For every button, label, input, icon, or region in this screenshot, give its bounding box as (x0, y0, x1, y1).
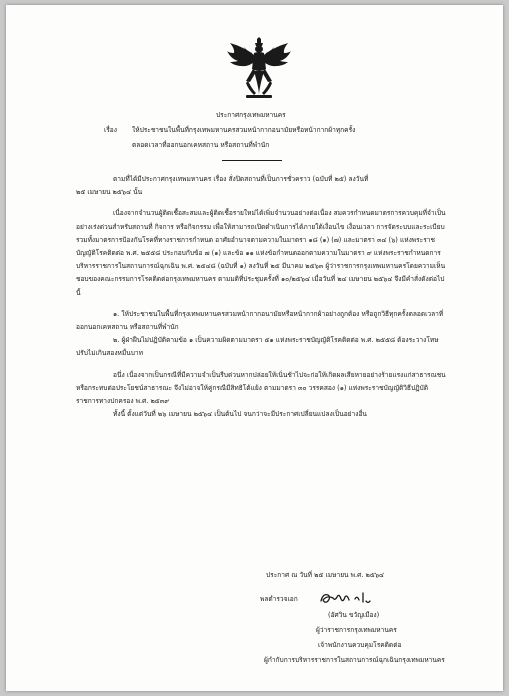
order-item-2: ๒. ผู้ฝ่าฝืนไม่ปฏิบัติตามข้อ ๑ เป็นความผิดตามมาตรา ๕๑ แห่งพระราชบัญญัติโรคติดต่อ พ.ศ. ๒๕๕๘ ต้องระวางโทษปรับไม่เกินสองหมื่นบาท (76, 336, 439, 358)
title-divider (222, 160, 282, 161)
announcement-date: ประกาศ ณ วันที่ ๒๕ เมษายน พ.ศ. ๒๕๖๔ (266, 571, 384, 579)
garuda-emblem-icon (226, 37, 292, 101)
subject-line-1: ให้ประชาชนในพื้นที่กรุงเทพมหานครสวมหน้ากากอนามัยหรือหน้ากากผ้าทุกครั้ง (132, 126, 356, 134)
signer-position-1: ผู้ว่าราชการกรุงเทพมหานคร (316, 626, 397, 634)
signer-position-2: เจ้าพนักงานควบคุมโรคติดต่อ (318, 641, 402, 649)
subject-line-2: ตลอดเวลาที่ออกนอกเคหสถาน หรือสถานที่พำนัก (132, 141, 270, 149)
signer-position-3: ผู้กำกับการบริหารราชการในสถานการณ์ฉุกเฉินกรุงเทพมหานคร (264, 656, 445, 664)
paragraph-2: เนื่องจากจำนวนผู้ติดเชื้อสะสมและผู้ติดเชื้อรายใหม่ได้เพิ่มจำนวนอย่างต่อเนื่อง สมควรกำหนดมาตรการควบคุมที่จำเป็นอย่างเร่งด่วนสำหรับสถานที่ กิจการ หรือกิจกรรม เพื่อให้สามารถเปิดดำเนินการได้ภายใต้เงื่อนไข เงื่อนเวลา การจัดระบบและระเบียบ รวมทั้งมาตรการป้องกันโรคที่ทางราชการกำหนด อาศัยอำนาจตามความในมาตรา ๑๘ (๑) (๗) และมาตรา ๓๔ (๖) แห่งพระราชบัญญัติโรคติดต่อ พ.ศ. ๒๕๕๘ ประกอบกับข้อ ๗ (๑) และข้อ ๑๑ แห่งข้อกำหนดออกตามความในมาตรา ๙ แห่งพระราชกำหนดการบริหารราชการในสถานการณ์ฉุกเฉิน พ.ศ. ๒๕๔๘ (ฉบับที่ ๑) ลงวันที่ ๒๕ มีนาคม ๒๕๖๓ ผู้ว่าราชการกรุงเทพมหานครโดยความเห็นชอบของคณะกรรมการโรคติดต่อกรุงเทพมหานคร ตามมติที่ประชุมครั้งที่ ๑๐/๒๕๖๔ เมื่อวันที่ ๒๔ เมษายน ๒๕๖๔ จึงมีคำสั่งดังต่อไปนี้ (76, 209, 446, 297)
paragraph-3: อนึ่ง เนื่องจากเป็นกรณีที่มีความจำเป็นรีบด่วนหากปล่อยให้เนิ่นช้าไปจะก่อให้เกิดผลเสียหายอย่างร้ายแรงแก่สาธารณชนหรือกระทบต่อประโยชน์สาธารณะ จึงไม่อาจให้คู่กรณีมีสิทธิโต้แย้ง ตามมาตรา ๓๐ วรรคสอง (๑) แห่งพระราชบัญญัติวิธีปฏิบัติราชการทางปกครอง พ.ศ. ๒๕๓๙ (76, 370, 446, 406)
signer-rank: พลตำรวจเอก (260, 595, 298, 603)
document-body (76, 173, 448, 421)
document-page (6, 5, 503, 691)
order-item-1: ๑. ให้ประชาชนในพื้นที่กรุงเทพมหานครสวมหน้ากากอนามัยหรือหน้ากากผ้าอย่างถูกต้อง หรือถูกวิธีทุกครั้งตลอดเวลาที่ออกนอกเคหสถาน หรือสถานที่พำนัก (76, 309, 444, 332)
subject-label: เรื่อง (104, 126, 117, 134)
paragraph-1-line-1: ตามที่ได้มีประกาศกรุงเทพมหานคร เรื่อง สั่งปิดสถานที่เป็นการชั่วคราว (ฉบับที่ ๒๕) ลงวันที่ (113, 175, 369, 183)
paragraph-1-line-2: ๒๕ เมษายน ๒๕๖๔ นั้น (76, 188, 143, 197)
document-title: ประกาศกรุงเทพมหานคร (216, 111, 286, 119)
paragraph-4: ทั้งนี้ ตั้งแต่วันที่ ๒๖ เมษายน ๒๕๖๔ เป็นต้นไป จนกว่าจะมีประกาศเปลี่ยนแปลงเป็นอย่างอื่น (113, 410, 367, 419)
handwritten-signature (319, 589, 384, 607)
signer-name: (อัศวิน ขวัญเมือง) (328, 611, 380, 619)
